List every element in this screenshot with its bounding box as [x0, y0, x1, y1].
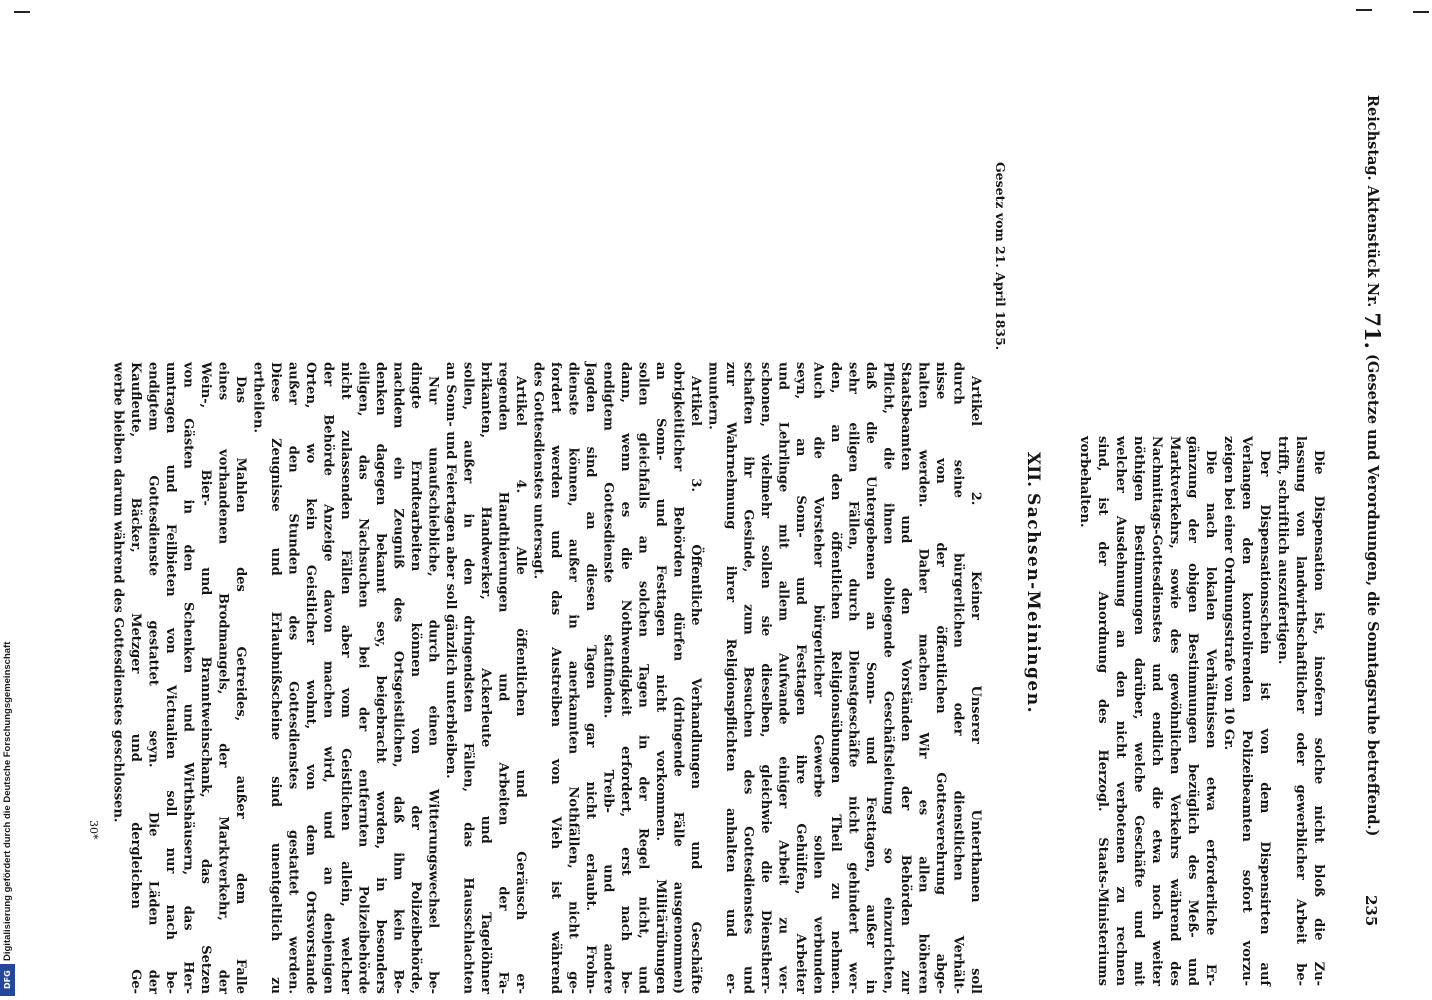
text-line: halten werden. Daher machen Wir es allen höheren [915, 362, 931, 994]
text-line: Der Dispensationsschein ist von dem Dispensirten auf [1257, 450, 1272, 986]
text-line: schonen, vielmehr sollen sie dieselben, gleichwie die Dienstherr- [758, 362, 773, 994]
funding-note: Digitalisierung gefördert durch die Deutsche Forschungsgemeinschaft [2, 641, 13, 961]
text-line: obrigkeitlicher Behörden dürfen (dringende Fälle ausgenommen) [670, 362, 686, 994]
section-title [1022, 452, 1044, 714]
text-line: Pflicht, die ihnen obliegende Geschäftsleitung so einzurichten, [880, 362, 896, 994]
text-line: außer den Stunden des Gottesdienstes gestattet werden. [285, 362, 301, 994]
text-line: Jagden sind an diesen Tagen gar nicht erlaubt. Frohn- [583, 362, 598, 994]
continued-text-block [1075, 436, 1327, 986]
text-line: den, an den öffentlichen Religionsübungen Theil zu nehmen. [828, 362, 843, 994]
paragraph [249, 362, 442, 994]
text-line: Kaufleute, Bäcker, Metzger und dergleichen Ge- [128, 362, 143, 994]
text-line: dann, wenn es die Nothwendigkeit erfordert, erst nach be- [618, 362, 633, 994]
text-line: regenden Handthierungen und Arbeiten der Fa- [495, 362, 511, 994]
text-line: dienste können, außer in anerkannten Nothfällen, nicht ge- [565, 362, 581, 994]
paragraph [1075, 436, 1219, 986]
scan-mark [14, 11, 30, 13]
text-line: seyn, an Sonn- und Festtagen ihre Gehülfen, Arbeiter [793, 362, 808, 994]
text-line: umtragen und Feilbieten von Victualien soll nur nach be- [163, 362, 178, 994]
text-line: an Sonn- und Festtagen nicht vorkommen. Militärübungen [653, 362, 668, 994]
text-line: ertheilen. [250, 362, 266, 433]
text-line: der Behörde Anzeige davon machen wird, und an denjenigen [320, 362, 336, 994]
text-line: eiligen, das Nachsuchen bei der entfernten Polizeibehörde [355, 362, 371, 994]
text-line: Nachmittags-Gottesdienstes und endlich die etwa noch weiter [1149, 436, 1164, 986]
dfg-logo [0, 964, 15, 996]
text-line: lassung von landwirthschaftlicher oder gewerblicher Arbeit be- [1293, 436, 1308, 986]
text-line: nöthigen Bestimmungen darüber, welche Geschäfte und mit [1131, 436, 1146, 986]
signature-mark: 30* [87, 820, 100, 840]
text-line: fordert werden und das Austreiben von Vieh ist während [548, 362, 563, 994]
text-line: muntern. [705, 362, 721, 430]
header-subject: (Gesetze und Verordnungen, die Sonntagsruhe betreffend.) [1364, 354, 1381, 837]
paragraph [1219, 436, 1273, 986]
text-line: brikanten, Handwerker, Ackerleute und Tagelöhner [478, 362, 493, 994]
text-line: durch seine bürgerlichen oder dienstlichen Verhält- [950, 362, 966, 994]
text-line: Staatsbeamten und den Vorständen der Behörden zur [898, 362, 913, 994]
margin-note: Gesetz vom 21. April 1835. [993, 162, 1008, 351]
text-line: eines vorhandenen Brodmangels, der Marktverkehr, der [215, 362, 231, 994]
text-line: endigtem Gottesdienste gestattet seyn. Die Läden der [145, 362, 161, 994]
text-line: daß die Untergebenen an Sonn- und Festtagen, außer in [863, 362, 878, 994]
text-line: sollen gleichfalls an solchen Tagen in der Regel nicht, und [635, 362, 651, 994]
text-line: schaften ihr Gesinde, zum Besuchen des Gottesdienstes und [740, 362, 756, 994]
section-numeral: XII. [1023, 452, 1043, 488]
text-line: sehr eiligen Fällen, durch Dienstgeschäfte nicht gehindert wer- [845, 362, 861, 994]
text-line: Das Mahlen des Getreides, außer dem Falle [233, 376, 248, 994]
text-line: Diese Zeugnisse und Erlaubnißscheine sind unentgeltlich zu [268, 362, 283, 994]
text-line: Verlangen den kontrolirenden Polizeibeamten sofort vorzu- [1239, 436, 1254, 986]
text-line: Die nach lokalen Verhältnissen etwa erforderliche Er- [1203, 450, 1218, 986]
text-line: Marktverkehrs, sowie des gewöhnlichen Verkehrs während des [1167, 436, 1182, 986]
header-prefix: Reichstag. Aktenstück Nr. [1364, 95, 1381, 308]
text-line: welcher Ausdehnung an den nicht verbotenen zu rechnen [1113, 436, 1128, 986]
text-line: Nur unaufschiebliche, durch einen Witterungswechsel be- [425, 376, 441, 994]
text-line: werbe bleiben darum während des Gottesdienstes geschlossen. [110, 362, 126, 823]
text-line: zeigen bei einer Ordnungsstrafe von 10 Gr. [1221, 436, 1236, 751]
text-line: zur Wahrnehmung ihrer Religionspflichten anhalten und er- [723, 362, 738, 994]
scan-mark [1413, 11, 1429, 13]
text-line: sollen, außer in den dringendsten Fällen, das Hausschlachten [460, 362, 476, 994]
running-header [1360, 95, 1385, 837]
text-line: Artikel 2. Keiner Unserer Unterthanen soll [968, 376, 983, 994]
document-number: 71. [1360, 312, 1385, 349]
text-line: denken dagegen bekannt sey, beigebracht worden, in besonders [373, 362, 388, 994]
paragraph [442, 362, 530, 994]
text-line: Die Dispensation ist, insofern solche nicht bloß die Zu- [1311, 450, 1326, 986]
text-line: vorbehalten. [1077, 436, 1092, 528]
text-line: dingte Erndtearbeiten können von der Polizeibehörde, [408, 362, 423, 994]
paragraph [704, 362, 984, 994]
text-line: nachdem ein Zeugniß des Ortsgeistlichen, daß ihm kein Be- [390, 362, 406, 994]
paragraph [109, 362, 249, 994]
dfg-logo-text: DFG [3, 970, 12, 990]
text-line: Orten, wo kein Geistlicher wohnt, von dem Ortsvorstande [303, 362, 318, 994]
text-line: trifft, schriftlich auszufertigen. [1275, 436, 1290, 665]
text-line: endigtem Gottesdienste stattfinden. Treib- und andere [600, 362, 616, 994]
text-line: Artikel 4. Alle öffentlichen und Geräusch er- [513, 376, 528, 994]
text-line: und Lehrlinge mit allem Aufwande einiger Arbeit zu ver- [775, 362, 791, 994]
text-line: sind, ist der Anordnung des Herzogl. Staats-Ministeriums [1095, 436, 1110, 986]
text-line: von Gästen in den Schenken und Wirthshäusern, das Her- [180, 362, 196, 994]
text-line: Wein-, Bier- und Branntweinschank, das Setzen [198, 362, 213, 994]
text-line: an Sonn- und Feiertagen aber soll gänzlich unterbleiben. [443, 362, 458, 779]
text-line: nisse von der öffentlichen Gottesverehrung abge- [933, 362, 948, 994]
paragraph [529, 362, 704, 994]
text-line: nicht zulassenden Fällen aber vom Geistlichen allein, welcher [338, 362, 353, 994]
text-line: Artikel 3. Öffentliche Verhandlungen und Geschäfte [688, 376, 703, 994]
page-number: 235 [1362, 895, 1380, 927]
scan-mark [1356, 9, 1372, 11]
text-line: gänzung der obigen Bestimmungen bezüglich des Meß- und [1185, 436, 1200, 986]
text-line: Auch die Vorsteher bürgerlicher Gewerbe sollen verbunden [810, 362, 826, 994]
section-text-block [109, 362, 984, 994]
paragraph [1273, 436, 1327, 986]
text-line: des Gottesdienstes untersagt. [530, 362, 546, 580]
section-name: Sachsen-Meiningen. [1023, 492, 1043, 714]
